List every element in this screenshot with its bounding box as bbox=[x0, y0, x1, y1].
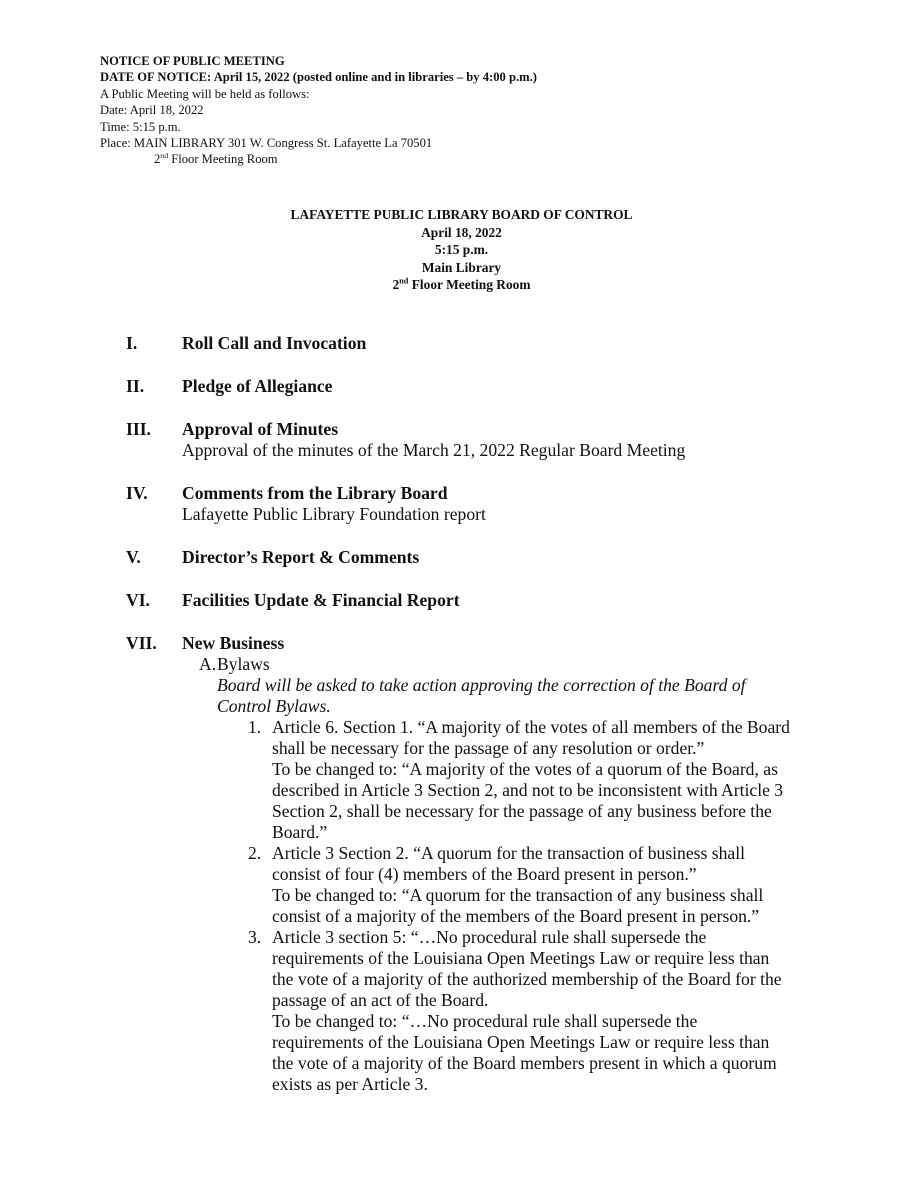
agenda-item-number: V. bbox=[126, 547, 141, 567]
bylaws-note bbox=[0, 675, 923, 717]
agenda-item-title: New Business bbox=[182, 633, 285, 653]
heading-room-suffix: nd bbox=[399, 276, 409, 286]
room-floor-text: Floor Meeting Room bbox=[168, 152, 278, 167]
article-line: Board.” bbox=[272, 822, 328, 842]
agenda-item-detail: Lafayette Public Library Foundation report bbox=[182, 504, 486, 524]
notice-block bbox=[100, 53, 537, 168]
meeting-date: Date: April 18, 2022 bbox=[100, 103, 204, 118]
org-name: LAFAYETTE PUBLIC LIBRARY BOARD OF CONTROL bbox=[290, 207, 633, 222]
article-line: the vote of a majority of the authorized membership of the Board for the bbox=[272, 969, 782, 989]
agenda-item-number: I. bbox=[126, 333, 138, 353]
heading-date: April 18, 2022 bbox=[421, 224, 502, 240]
article-number: 2. bbox=[248, 843, 262, 863]
agenda-item-title: Pledge of Allegiance bbox=[182, 376, 333, 396]
bylaws-note-line: Board will be asked to take action approving the correction of the Board of bbox=[217, 675, 746, 695]
notice-title: NOTICE OF PUBLIC MEETING bbox=[100, 54, 285, 68]
agenda-item-title: Facilities Update & Financial Report bbox=[182, 590, 460, 610]
sub-item-label: Bylaws bbox=[217, 654, 270, 674]
article-line: Article 3 section 5: “…No procedural rule shall supersede the bbox=[272, 927, 707, 947]
agenda-heading bbox=[0, 206, 923, 294]
heading-room bbox=[0, 276, 923, 294]
bylaws-note-line: Control Bylaws. bbox=[217, 696, 331, 716]
agenda-item-title: Approval of Minutes bbox=[182, 419, 339, 439]
agenda-item-title: Director’s Report & Comments bbox=[182, 547, 420, 567]
meeting-room bbox=[100, 151, 537, 167]
article-line: Article 6. Section 1. “A majority of the votes of all members of the Board bbox=[272, 717, 790, 737]
article-line: consist of four (4) members of the Board present in person.” bbox=[272, 864, 697, 884]
article-number: 1. bbox=[248, 717, 262, 737]
article-line: To be changed to: “…No procedural rule shall supersede the bbox=[272, 1011, 698, 1031]
sub-item-letter: A. bbox=[199, 654, 217, 674]
article-line: exists as per Article 3. bbox=[272, 1074, 428, 1094]
new-business-bylaws bbox=[0, 654, 923, 675]
article-line: To be changed to: “A majority of the votes of a quorum of the Board, as bbox=[272, 759, 778, 779]
agenda-item bbox=[0, 483, 923, 525]
agenda-item-detail: Approval of the minutes of the March 21, 2022 Regular Board Meeting bbox=[182, 440, 686, 460]
agenda-item bbox=[0, 547, 923, 568]
agenda-item bbox=[0, 333, 923, 354]
agenda-item bbox=[0, 376, 923, 397]
bylaw-article bbox=[0, 843, 832, 927]
article-line: Section 2, shall be necessary for the passage of any business before the bbox=[272, 801, 772, 821]
agenda-item-number: VII. bbox=[126, 633, 157, 653]
bylaw-article bbox=[0, 717, 832, 843]
agenda-item bbox=[0, 419, 923, 461]
article-line: To be changed to: “A quorum for the transaction of any business shall bbox=[272, 885, 764, 905]
room-floor-number: 2 bbox=[154, 152, 161, 167]
article-line: consist of a majority of the members of the Board present in person.” bbox=[272, 906, 760, 926]
article-number: 3. bbox=[248, 927, 262, 947]
heading-room-text: Floor Meeting Room bbox=[408, 277, 531, 293]
meeting-time: Time: 5:15 p.m. bbox=[100, 119, 181, 134]
agenda-list bbox=[0, 333, 923, 1095]
agenda-item-title: Comments from the Library Board bbox=[182, 483, 448, 503]
agenda-item-number: III. bbox=[126, 419, 151, 439]
article-line: shall be necessary for the passage of any resolution or order.” bbox=[272, 738, 705, 758]
article-line: described in Article 3 Section 2, and not to be inconsistent with Article 3 bbox=[272, 780, 784, 800]
agenda-item-number: II. bbox=[126, 376, 145, 396]
notice-intro: A Public Meeting will be held as follows: bbox=[100, 86, 310, 101]
article-line: Article 3 Section 2. “A quorum for the transaction of business shall bbox=[272, 843, 745, 863]
meeting-place: Place: MAIN LIBRARY 301 W. Congress St. Lafayette La 70501 bbox=[100, 136, 433, 151]
agenda-item-title: Roll Call and Invocation bbox=[182, 333, 367, 353]
agenda-item bbox=[0, 633, 923, 654]
article-line: the vote of a majority of the Board members present in which a quorum bbox=[272, 1053, 777, 1073]
heading-time: 5:15 p.m. bbox=[434, 242, 489, 258]
article-line: requirements of the Louisiana Open Meetings Law or require less than bbox=[272, 948, 770, 968]
agenda-item bbox=[0, 590, 923, 611]
article-line: requirements of the Louisiana Open Meetings Law or require less than bbox=[272, 1032, 770, 1052]
agenda-item-number: IV. bbox=[126, 483, 148, 503]
article-line: passage of an act of the Board. bbox=[272, 990, 489, 1010]
room-floor-suffix: nd bbox=[160, 151, 169, 161]
heading-location: Main Library bbox=[421, 259, 502, 275]
agenda-item-number: VI. bbox=[126, 590, 150, 610]
heading-room-number: 2 bbox=[392, 277, 400, 293]
bylaw-article bbox=[0, 927, 832, 1095]
notice-date: DATE OF NOTICE: April 15, 2022 (posted online and in libraries – by 4:00 p.m.) bbox=[100, 70, 537, 85]
